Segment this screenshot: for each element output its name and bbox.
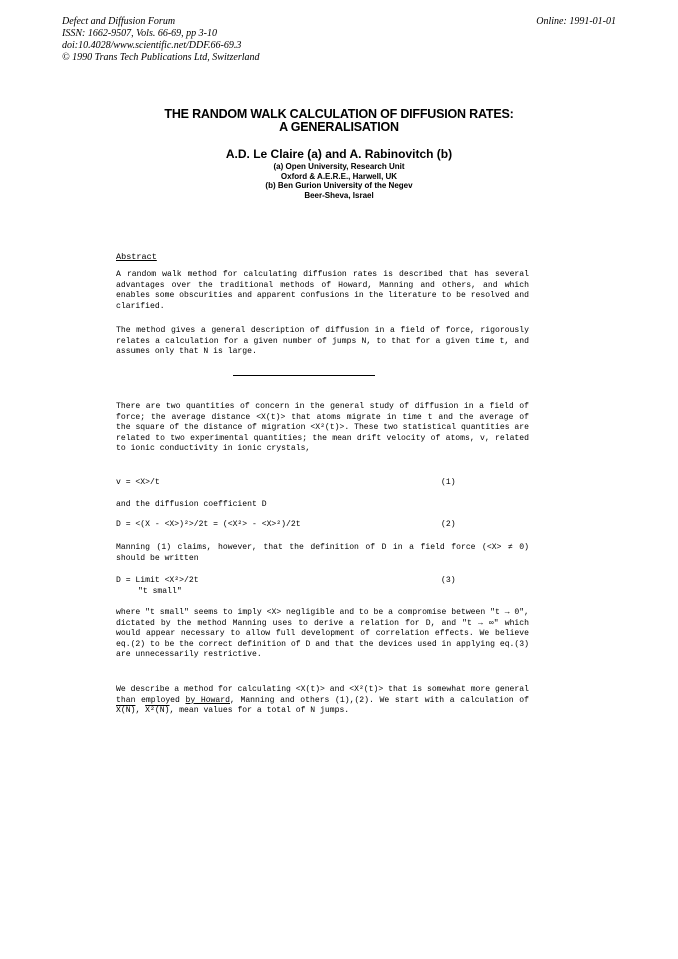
equation-3	[116, 576, 529, 587]
equation-number: (1)	[441, 478, 456, 487]
text-run: We describe a method for calculating <X(t)> and <X²(t)> that is somewhat more general than employed	[116, 685, 529, 705]
body-text	[116, 685, 529, 717]
abstract-heading: Abstract	[116, 252, 157, 262]
text-run: , mean values for a total of N jumps.	[169, 706, 350, 716]
journal-name: Defect and Diffusion Forum	[62, 16, 176, 27]
equation-number: (3)	[441, 576, 456, 585]
equation-number: (2)	[441, 520, 456, 529]
body-paragraph-5	[116, 685, 529, 717]
equation-3-subscript: "t small"	[138, 587, 182, 596]
abstract-text: A random walk method for calculating diffusion rates is described that has several advantages over the traditional methods of Howard, Manning and others, and which enables some obscurities and apparent confusions in the literature to be resolved and clarified.	[116, 270, 529, 311]
text-run-overline: X²(N)	[145, 706, 170, 716]
title-line-1: THE RANDOM WALK CALCULATION OF DIFFUSION RATES:	[164, 107, 514, 121]
issn-line: ISSN: 1662-9507, Vols. 66-69, pp 3-10	[62, 28, 217, 39]
copyright-line: © 1990 Trans Tech Publications Ltd, Switzerland	[62, 52, 260, 63]
journal-metadata	[62, 16, 260, 64]
doi-line: doi:10.4028/www.scientific.net/DDF.66-69.3	[62, 40, 242, 51]
affiliation-line: Oxford & A.E.R.E., Harwell, UK	[280, 171, 398, 181]
body-paragraph-1	[116, 402, 529, 455]
equation-text: v = <X>/t	[116, 478, 160, 487]
section-divider	[233, 375, 375, 376]
equation-text: D = Limit <X²>/2t	[116, 576, 199, 585]
title-line-2: A GENERALISATION	[279, 120, 399, 134]
body-text: Manning (1) claims, however, that the definition of D in a field force (<X> ≠ 0) should be written	[116, 543, 529, 563]
body-paragraph-4	[116, 608, 529, 661]
affiliations	[0, 162, 678, 201]
equation-1	[116, 478, 529, 489]
text-run-overline: X(N)	[116, 706, 136, 716]
abstract-text: The method gives a general description of diffusion in a field of force, rigorously relates a calculation for a given number of jumps N, to that for a given time t, and assumes only that N is large.	[116, 326, 529, 357]
body-text: There are two quantities of concern in the general study of diffusion in a field of force; the average distance <X(t)> that atoms migrate in time t and the average of the square of the distance of migration <X²(t)>. These two statistical quantities are related to two experimental quantities; the mean drift velocity of atoms, v, related to ionic conductivity in ionic crystals,	[116, 402, 529, 454]
body-paragraph-2: and the diffusion coefficient D	[116, 500, 267, 509]
authors: A.D. Le Claire (a) and A. Rabinovitch (b)	[225, 147, 453, 161]
affiliation-line: (b) Ben Gurion University of the Negev	[265, 181, 413, 191]
affiliation-line: Beer-Sheva, Israel	[304, 191, 374, 201]
equation-text: D = <(X - <X>)²>/2t = (<X²> - <X>²)/2t	[116, 520, 301, 529]
affiliation-line: (a) Open University, Research Unit	[273, 162, 405, 171]
body-paragraph-3	[116, 543, 529, 564]
text-run-underlined: by Howard	[185, 695, 230, 705]
paper-title	[0, 108, 678, 134]
body-text: where "t small" seems to imply <X> negligible and to be a compromise between "t → 0", dictated by the method Manning uses to derive a relation for D, and "t → ∞" which would appear necessary to allow full development of correlation effects. We believe eq.(2) to be the correct definition of D and that the devices used in applying eq.(3) are unnecessarily restrictive.	[116, 608, 529, 660]
text-run: , Manning and others (1),(2). We start with a calculation of	[230, 695, 529, 705]
abstract-paragraph-1	[116, 270, 529, 312]
equation-2	[116, 520, 529, 531]
online-date: Online: 1991-01-01	[536, 16, 616, 27]
abstract-paragraph-2	[116, 326, 529, 358]
text-run: ,	[135, 706, 146, 716]
